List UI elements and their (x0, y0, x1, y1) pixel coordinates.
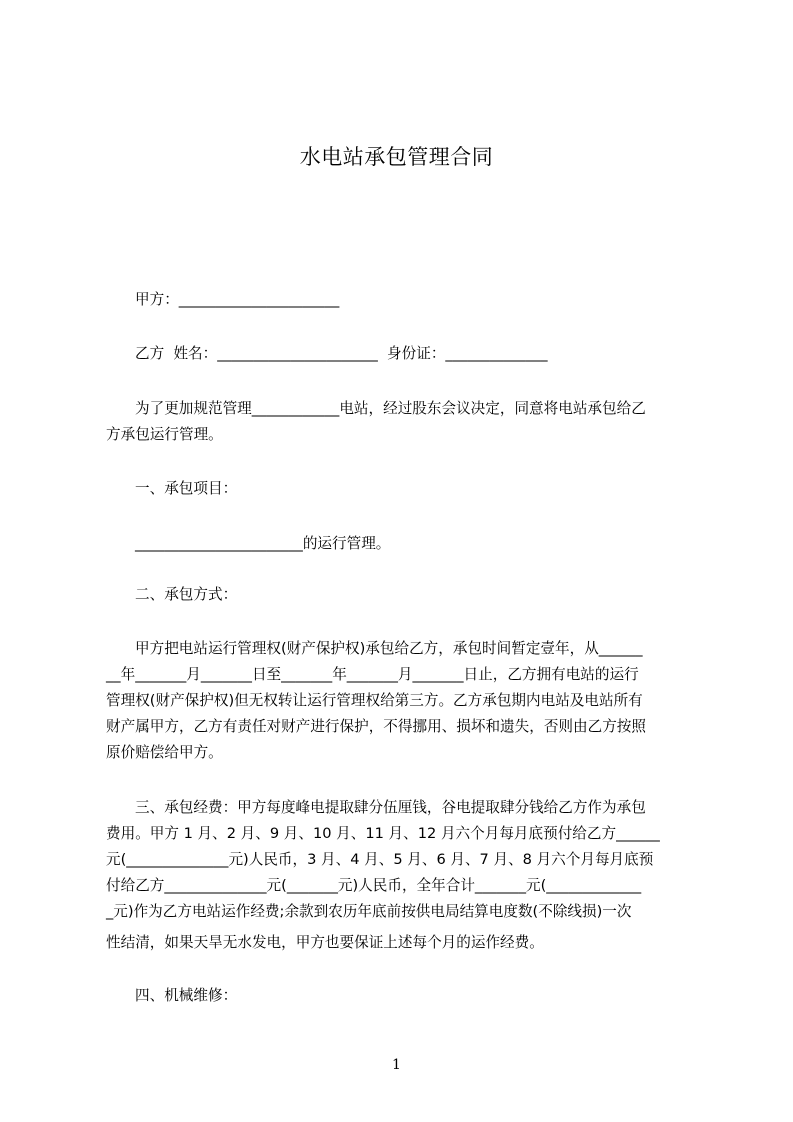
section-3-line-2: 费用。甲方 1 月、2 月、9 月、10 月、11 月、12 月六个月每月底预付给乙方______ (106, 825, 660, 842)
section-2-line-4: 财产属甲方，乙方有责任对财产进行保护，不得挪用、损坏和遗失，否则由乙方按照 (106, 718, 646, 735)
section-2-line-2: __年_______月_______日至_______年_______月_______日止，乙方拥有电站的运行 (106, 666, 639, 683)
party-b-line: 乙方 姓名：______________________ 身份证：______________ (135, 345, 548, 362)
section-1-item: _______________________的运行管理。 (135, 535, 391, 552)
page-number: 1 (392, 1057, 401, 1073)
document-title: 水电站承包管理合同 (299, 145, 494, 169)
section-1-heading: 一、承包项目： (135, 480, 238, 497)
section-2-line-1: 甲方把电站运行管理权(财产保护权)承包给乙方，承包时间暂定壹年，从______ (135, 640, 643, 657)
party-a-line: 甲方：______________________ (135, 291, 340, 308)
section-2-heading: 二、承包方式： (135, 586, 238, 603)
intro-line-2: 方承包运行管理。 (106, 426, 223, 443)
section-3-line-3: 元(______________元)人民币，3 月、4 月、5 月、6 月、7 月、8 月六个月每月底预 (106, 851, 654, 868)
intro-line-1: 为了更加规范管理____________电站，经过股东会议决定，同意将电站承包给乙 (135, 400, 646, 417)
section-2-line-3: 管理权(财产保护权)但无权转让运行管理权给第三方。乙方承包期内电站及电站所有 (106, 692, 643, 709)
section-3-line-5: _元)作为乙方电站运作经费;余款到农历年底前按供电局结算电度数(不除线损)一次 (106, 903, 632, 920)
section-3-line-1: 三、承包经费：甲方每度峰电提取肆分伍厘钱，谷电提取肆分钱给乙方作为承包 (135, 799, 646, 816)
section-3-line-6: 性结清，如果天旱无水发电，甲方也要保证上述每个月的运作经费。 (106, 934, 544, 951)
section-4-heading: 四、机械维修： (135, 987, 238, 1004)
section-2-line-5: 原价赔偿给甲方。 (106, 744, 223, 761)
section-3-line-4: 付给乙方______________元(_______元)人民币，全年合计_______元(_____________ (106, 877, 642, 894)
